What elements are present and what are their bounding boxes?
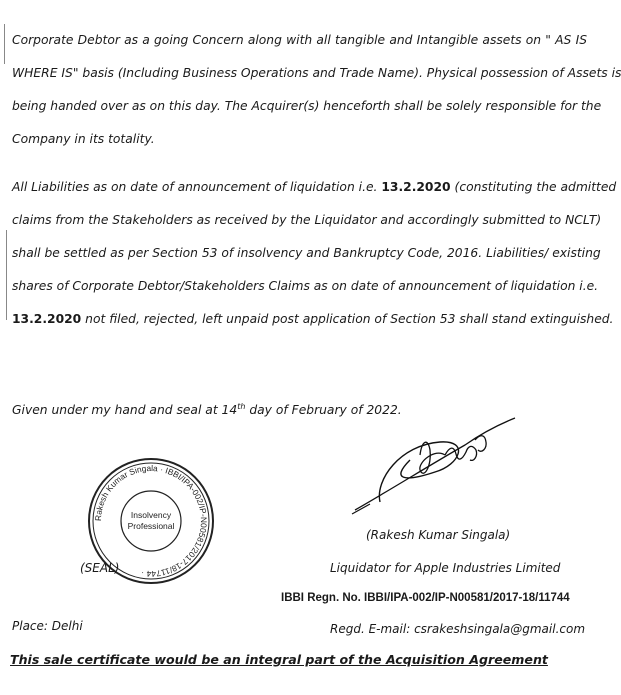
paragraph-line: Company in its totality. xyxy=(12,132,155,146)
given-text: Given under my hand and seal at 14 xyxy=(12,403,238,418)
liquidator-title: Liquidator for Apple Industries Limited xyxy=(330,561,561,575)
liquidation-date: 13.2.2020 xyxy=(12,312,82,326)
handwritten-signature xyxy=(350,410,530,520)
signatory-name: (Rakesh Kumar Singala) xyxy=(366,528,511,542)
paragraph-line: WHERE IS" basis (Including Business Operations and Trade Name). Physical possession of Assets is xyxy=(12,66,621,80)
given-under-hand-line xyxy=(12,402,402,417)
paragraph-assets xyxy=(12,24,621,156)
ibbi-registration: IBBI Regn. No. IBBI/IPA-002/IP-N00581/2017-18/11744 xyxy=(281,592,570,604)
place-line: Place: Delhi xyxy=(12,619,83,633)
paragraph-line xyxy=(12,303,614,336)
paragraph-line: claims from the Stakeholders as received by the Liquidator and accordingly submitted to NCLT) xyxy=(12,213,602,227)
email-line: Regd. E-mail: csrakeshsingala@gmail.com xyxy=(330,622,586,636)
paragraph-line: Corporate Debtor as a going Concern along with all tangible and Intangible assets on " AS IS xyxy=(12,33,587,47)
seal-ring-text: Rakesh Kumar Singala · IBBI/IPA-002/IP-N00581/2017-18/11744 · xyxy=(92,462,210,580)
paragraph-line: shall be settled as per Section 53 of insolvency and Bankruptcy Code, 2016. Liabilities/ existing xyxy=(12,246,601,260)
paragraph-line: shares of Corporate Debtor/Stakeholders Claims as on date of announcement of liquidation i.e. xyxy=(12,279,599,293)
seal-center-line: Professional xyxy=(127,521,175,531)
line-text: not filed, rejected, left unpaid post application of Section 53 shall stand extinguished. xyxy=(81,312,614,326)
paragraph-liabilities xyxy=(12,171,617,336)
paragraph-line: being handed over as on this day. The Acquirer(s) henceforth shall be solely responsible for the xyxy=(12,99,602,113)
scan-margin-mark xyxy=(4,24,5,64)
scan-margin-mark xyxy=(6,230,7,320)
seal-label: (SEAL) xyxy=(80,561,120,575)
given-text: day of February of 2022. xyxy=(245,403,402,418)
paragraph-line xyxy=(12,171,617,204)
footer-note: This sale certificate would be an integral part of the Acquisition Agreement xyxy=(10,652,548,667)
ordinal-suffix: th xyxy=(237,402,246,411)
liquidation-date: 13.2.2020 xyxy=(381,180,451,194)
line-text: All Liabilities as on date of announcement of liquidation i.e. xyxy=(12,180,382,194)
seal-center-line: Insolvency xyxy=(130,510,172,520)
line-text: (constituting the admitted xyxy=(450,180,617,194)
